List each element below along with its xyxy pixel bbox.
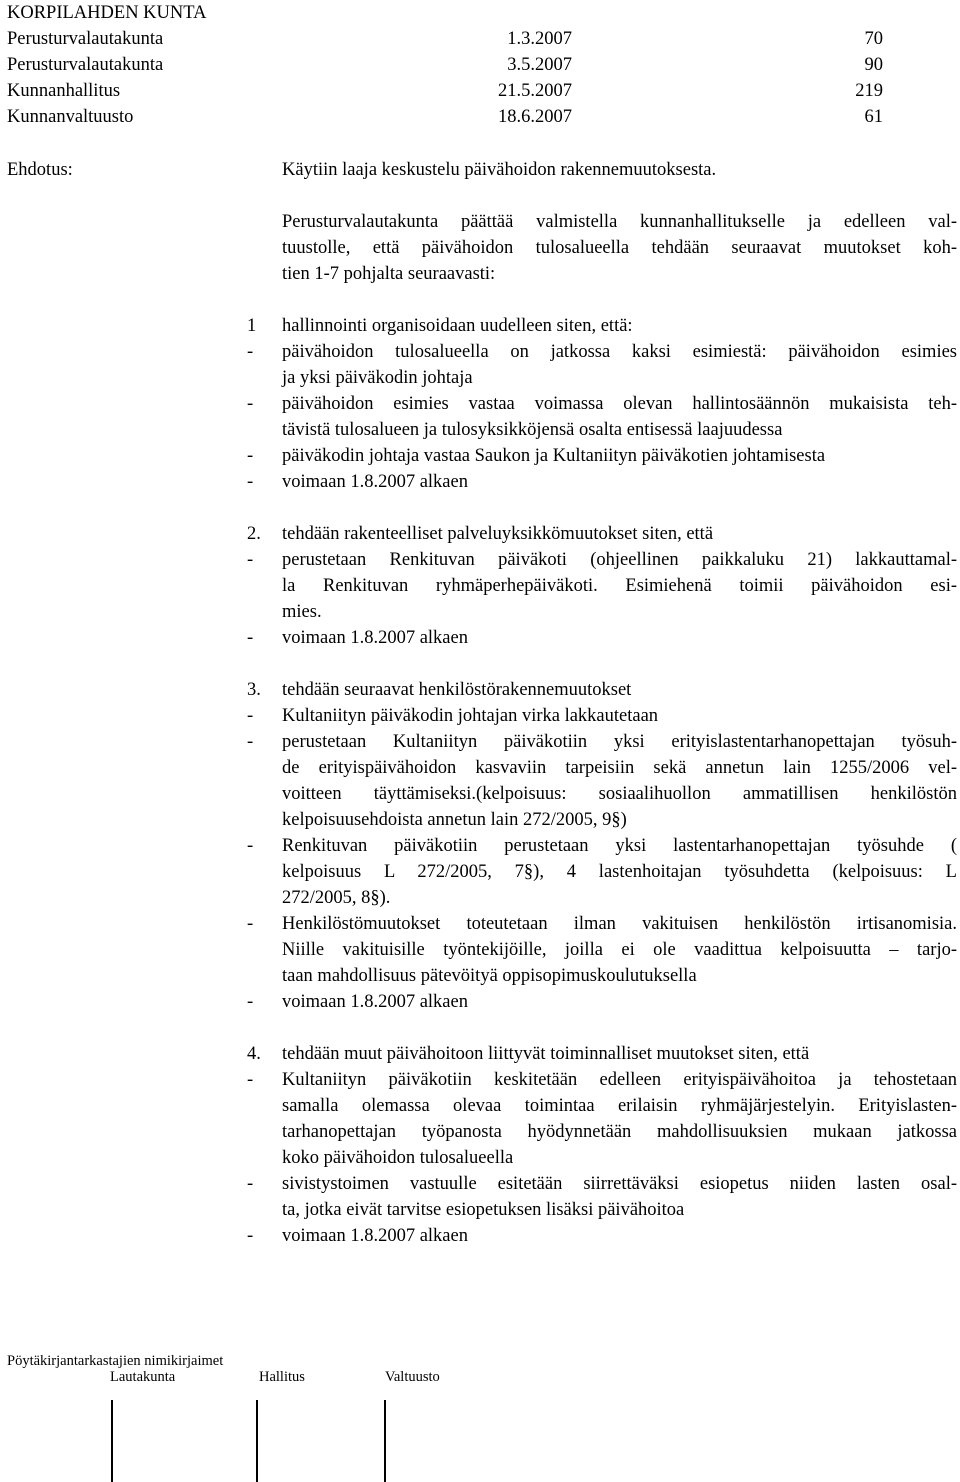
list-item-text: kelpoisuusehdoista annetun lain 272/2005, 9§) xyxy=(282,810,627,830)
section-heading xyxy=(7,1041,957,1067)
footer-col-valtuusto: Valtuusto xyxy=(385,1369,440,1385)
section-title: hallinnointi organisoidaan uudelleen siten, että: xyxy=(282,316,633,336)
section-num: 3. xyxy=(247,680,261,700)
list-item xyxy=(7,833,957,859)
list-item-continuation xyxy=(7,885,957,911)
dash-bullet: - xyxy=(247,628,254,648)
footer-col-lautakunta: Lautakunta xyxy=(110,1369,176,1385)
list-item-continuation xyxy=(7,937,957,963)
section-number: 61 xyxy=(864,107,883,127)
list-item xyxy=(7,443,957,469)
list-item-text: voimaan 1.8.2007 alkaen xyxy=(282,472,468,492)
list-item xyxy=(7,547,957,573)
section-heading xyxy=(7,313,957,339)
section-heading xyxy=(7,521,957,547)
list-item-text: 272/2005, 8§). xyxy=(282,888,391,908)
list-item-continuation xyxy=(7,573,957,599)
list-item-text: voitteen täyttämiseksi.(kelpoisuus: sosiaalihuollon ammatillisen henkilöstön xyxy=(282,784,957,804)
list-item-text: voimaan 1.8.2007 alkaen xyxy=(282,992,468,1012)
footer-col-hallitus: Hallitus xyxy=(259,1369,305,1385)
list-item-continuation xyxy=(7,781,957,807)
list-item-continuation xyxy=(7,1093,957,1119)
dash-bullet: - xyxy=(247,342,254,362)
list-item-text: de erityispäivähoidon kasvaviin tarpeisiin sekä annetun lain 1255/2006 vel- xyxy=(282,758,957,778)
dash-bullet: - xyxy=(247,1174,254,1194)
proposal-label: Ehdotus: xyxy=(7,160,73,180)
dash-bullet: - xyxy=(247,706,254,726)
list-item-text: samalla olemassa olevaa toimintaa erilaisin ryhmäjärjestelyin. Erityislasten- xyxy=(282,1096,957,1116)
dash-bullet: - xyxy=(247,914,254,934)
section-num: 2. xyxy=(247,524,261,544)
list-item-text: tävistä tulosalueen ja tulosyksikköjensä osalta entisessä laajuudessa xyxy=(282,420,783,440)
dash-bullet: - xyxy=(247,732,254,752)
meeting-date: 1.3.2007 xyxy=(507,29,572,49)
decision-line: tien 1-7 pohjalta seuraavasti: xyxy=(282,264,496,284)
section-number: 219 xyxy=(855,81,883,101)
meeting-body: Kunnanhallitus xyxy=(7,81,121,101)
list-item xyxy=(7,729,957,755)
list-item-continuation xyxy=(7,1119,957,1145)
list-item xyxy=(7,911,957,937)
list-item-continuation xyxy=(7,755,957,781)
proposal-intro: Käytiin laaja keskustelu päivähoidon rakennemuutoksesta. xyxy=(282,160,717,180)
dash-bullet: - xyxy=(247,394,254,414)
list-item-continuation xyxy=(7,1145,957,1171)
list-item-continuation xyxy=(7,963,957,989)
meeting-body: Perusturvalautakunta xyxy=(7,55,164,75)
list-item xyxy=(7,989,957,1015)
dash-bullet: - xyxy=(247,992,254,1012)
list-item xyxy=(7,469,957,495)
list-item-text: Kultaniityn päiväkodin johtajan virka lakkautetaan xyxy=(282,706,659,726)
sections-list xyxy=(7,313,957,1249)
list-item-text: voimaan 1.8.2007 alkaen xyxy=(282,628,468,648)
organization-name: KORPILAHDEN KUNTA xyxy=(7,3,207,23)
signature-line xyxy=(111,1400,113,1482)
list-item-text: ja yksi päiväkodin johtaja xyxy=(282,368,473,388)
section-number: 90 xyxy=(864,55,883,75)
list-item-text: Kultaniityn päiväkotiin keskitetään edelleen erityispäivähoitoa ja tehostetaan xyxy=(282,1070,957,1090)
list-item-text: perustetaan Kultaniityn päiväkotiin yksi erityislastentarhanopettajan työsuh- xyxy=(282,732,957,752)
list-item-continuation xyxy=(7,859,957,885)
decision-line: Perusturvalautakunta päättää valmistella kunnanhallitukselle ja edelleen val- xyxy=(282,212,957,232)
list-item xyxy=(7,1223,957,1249)
section-num: 1 xyxy=(247,316,257,336)
footer-title: Pöytäkirjantarkastajien nimikirjaimet xyxy=(7,1353,224,1369)
dash-bullet: - xyxy=(247,836,254,856)
list-item-continuation xyxy=(7,417,957,443)
list-item-text: Henkilöstömuutokset toteutetaan ilman vakituisen henkilöstön irtisanomisia. xyxy=(282,914,957,934)
section-title: tehdään seuraavat henkilöstörakennemuutokset xyxy=(282,680,632,700)
meeting-date: 3.5.2007 xyxy=(507,55,572,75)
list-item xyxy=(7,391,957,417)
section-title: tehdään rakenteelliset palveluyksikkömuutokset siten, että xyxy=(282,524,714,544)
list-item-continuation xyxy=(7,599,957,625)
section-num: 4. xyxy=(247,1044,261,1064)
list-item xyxy=(7,703,957,729)
list-item-text: mies. xyxy=(282,602,322,622)
list-item-text: Niille vakituisille työntekijöille, joilla ei ole vaadittua kelpoisuutta – tarjo- xyxy=(282,940,957,960)
decision-line: tuustolle, että päivähoidon tulosalueella tehdään seuraavat muutokset koh- xyxy=(282,238,957,258)
list-item-text: sivistystoimen vastuulle esitetään siirrettäväksi esiopetus niiden lasten osal- xyxy=(282,1174,957,1194)
section-title: tehdään muut päivähoitoon liittyvät toiminnalliset muutokset siten, että xyxy=(282,1044,810,1064)
meeting-date: 18.6.2007 xyxy=(498,107,572,127)
list-item-continuation xyxy=(7,365,957,391)
meeting-body: Perusturvalautakunta xyxy=(7,29,164,49)
list-item xyxy=(7,339,957,365)
list-item-continuation xyxy=(7,1197,957,1223)
decision-paragraph xyxy=(7,209,957,287)
list-item-text: päiväkodin johtaja vastaa Saukon ja Kultaniityn päiväkotien johtamisesta xyxy=(282,446,826,466)
dash-bullet: - xyxy=(247,472,254,492)
section-heading xyxy=(7,677,957,703)
dash-bullet: - xyxy=(247,1070,254,1090)
section-number: 70 xyxy=(864,29,883,49)
list-item-text: kelpoisuus L 272/2005, 7§), 4 lastenhoitajan työsuhdetta (kelpoisuus: L xyxy=(282,862,957,882)
list-item-text: Renkituvan päiväkotiin perustetaan yksi lastentarhanopettajan työsuhde ( xyxy=(282,836,957,856)
list-item-text: ta, jotka eivät tarvitse esiopetuksen lisäksi päivähoitoa xyxy=(282,1200,685,1220)
list-item-text: koko päivähoidon tulosalueella xyxy=(282,1148,514,1168)
list-item-text: päivähoidon esimies vastaa voimassa olevan hallintosäännön mukaisista teh- xyxy=(282,394,957,414)
signature-line xyxy=(384,1400,386,1482)
list-item-text: päivähoidon tulosalueella on jatkossa kaksi esimiestä: päivähoidon esimies xyxy=(282,342,957,362)
list-item-text: la Renkituvan ryhmäperhepäiväkoti. Esimiehenä toimii päivähoidon esi- xyxy=(282,576,957,596)
meeting-date: 21.5.2007 xyxy=(498,81,572,101)
list-item xyxy=(7,1067,957,1093)
dash-bullet: - xyxy=(247,550,254,570)
list-item xyxy=(7,1171,957,1197)
meeting-body: Kunnanvaltuusto xyxy=(7,107,134,127)
dash-bullet: - xyxy=(247,1226,254,1246)
dash-bullet: - xyxy=(247,446,254,466)
list-item-text: voimaan 1.8.2007 alkaen xyxy=(282,1226,468,1246)
list-item xyxy=(7,625,957,651)
list-item-text: tarhanopettajan työpanosta hyödynnetään mahdollisuuksien mukaan jatkossa xyxy=(282,1122,957,1142)
list-item-text: perustetaan Renkituvan päiväkoti (ohjeellinen paikkaluku 21) lakkauttamal- xyxy=(282,550,957,570)
signature-line xyxy=(256,1400,258,1482)
list-item-continuation xyxy=(7,807,957,833)
list-item-text: taan mahdollisuus pätevöityä oppisopimuskoulutuksella xyxy=(282,966,697,986)
